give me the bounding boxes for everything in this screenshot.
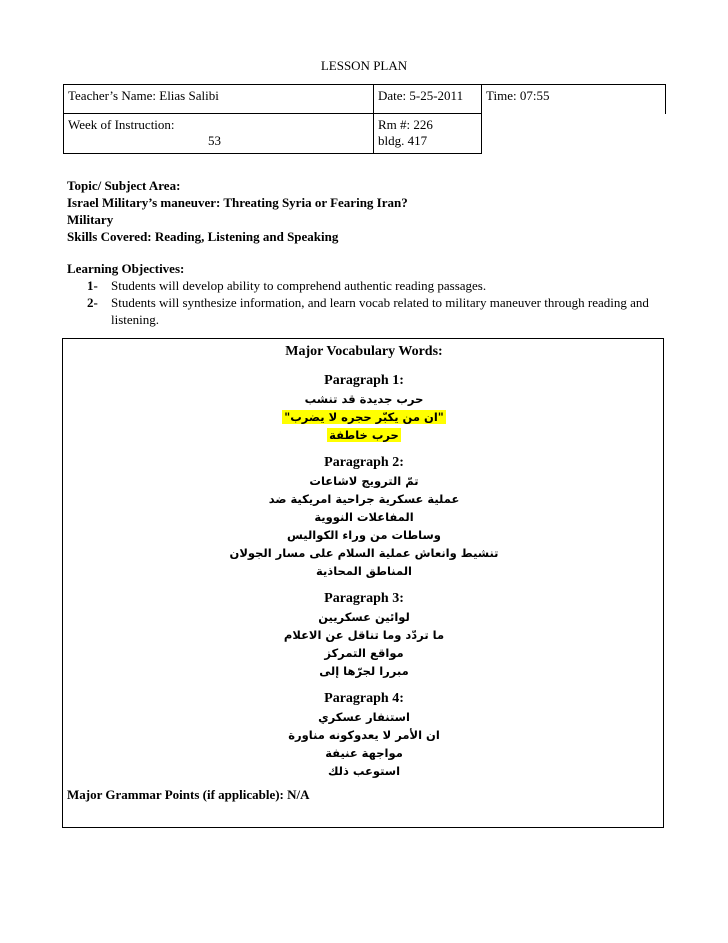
objective-number: 2- bbox=[87, 295, 98, 310]
header-row-teacher bbox=[64, 85, 666, 114]
vocab-word: لوائين عسكريين bbox=[318, 610, 410, 624]
vocab-word: عملية عسكرية جراحية امريكية ضد bbox=[268, 492, 460, 506]
vocabulary-box bbox=[62, 338, 664, 828]
teacher-name-cell: Teacher’s Name: Elias Salibi bbox=[64, 85, 374, 114]
topic-section bbox=[67, 177, 667, 245]
vocab-word: مواجهة عنيفة bbox=[325, 746, 403, 760]
vocab-word: وساطات من وراء الكواليس bbox=[287, 528, 441, 542]
paragraph-heading: Paragraph 2: bbox=[324, 455, 404, 470]
objective-text: Students will develop ability to comprehend authentic reading passages. bbox=[111, 278, 487, 293]
objectives-list bbox=[67, 277, 667, 328]
date-cell: Date: 5-25-2011 bbox=[374, 85, 482, 114]
objective-item bbox=[67, 277, 667, 294]
vocab-word: استوعب ذلك bbox=[327, 764, 401, 778]
paragraph-group-1 bbox=[63, 372, 665, 444]
vocab-word: المناطق المحاذية bbox=[316, 564, 412, 578]
objective-number: 1- bbox=[87, 278, 98, 293]
header-row-week bbox=[64, 114, 666, 154]
objective-text: Students will synthesize information, and learn vocab related to military maneuver through reading and listening. bbox=[111, 295, 649, 327]
vocab-word: ما تردّد وما تناقل عن الاعلام bbox=[283, 628, 445, 642]
vocabulary-content bbox=[63, 372, 665, 780]
topic-label: Topic/ Subject Area: bbox=[67, 178, 181, 193]
learning-objectives bbox=[67, 260, 667, 328]
empty-cell bbox=[482, 114, 666, 154]
vocab-word: مواقع التمركز bbox=[324, 646, 404, 660]
lesson-header-table bbox=[63, 84, 666, 154]
skills-covered: Skills Covered: Reading, Listening and Speaking bbox=[67, 229, 339, 244]
topic-title: Israel Military’s maneuver: Threating Syria or Fearing Iran? bbox=[67, 195, 408, 210]
vocab-word-highlighted-line bbox=[63, 426, 665, 444]
vocab-word-highlighted: "ان من يكبّر حجره لا يضرب" bbox=[284, 410, 444, 424]
vocab-word: تنشيط وانعاش عملية السلام على مسار الجولان bbox=[229, 546, 499, 560]
building-number: bldg. 417 bbox=[378, 133, 428, 148]
objective-item bbox=[67, 294, 667, 328]
paragraph-heading: Paragraph 4: bbox=[324, 691, 404, 706]
paragraph-group-3 bbox=[63, 590, 665, 680]
grammar-points: Major Grammar Points (if applicable): N/A bbox=[67, 787, 310, 802]
room-number: Rm #: 226 bbox=[378, 117, 433, 132]
vocab-word: مبررا لجرّها إلى bbox=[319, 664, 409, 678]
paragraph-heading: Paragraph 1: bbox=[324, 373, 404, 388]
topic-subject: Military bbox=[67, 212, 114, 227]
week-number: 53 bbox=[208, 133, 221, 148]
vocab-word: ان الأمر لا يعدوكونه مناورة bbox=[288, 728, 440, 742]
objectives-heading: Learning Objectives: bbox=[67, 261, 185, 276]
vocab-word: استنفار عسكري bbox=[318, 710, 410, 724]
vocab-word-highlighted-line bbox=[63, 408, 665, 426]
paragraph-group-2 bbox=[63, 454, 665, 580]
vocab-word: تمّ الترويج لاشاعات bbox=[309, 474, 419, 488]
vocab-word: المفاعلات النووية bbox=[314, 510, 414, 524]
paragraph-group-4 bbox=[63, 690, 665, 780]
room-cell bbox=[374, 114, 482, 154]
vocabulary-heading: Major Vocabulary Words: bbox=[285, 344, 443, 359]
vocab-word: حرب جديدة قد تنشب bbox=[304, 392, 424, 406]
paragraph-heading: Paragraph 3: bbox=[324, 591, 404, 606]
time-cell bbox=[482, 85, 666, 114]
week-cell bbox=[64, 114, 374, 154]
week-label: Week of Instruction: bbox=[68, 117, 175, 132]
time-value: Time: 07:55 bbox=[486, 88, 550, 103]
vocab-word-highlighted: حرب خاطفة bbox=[329, 428, 399, 442]
document-title: LESSON PLAN bbox=[320, 58, 408, 73]
